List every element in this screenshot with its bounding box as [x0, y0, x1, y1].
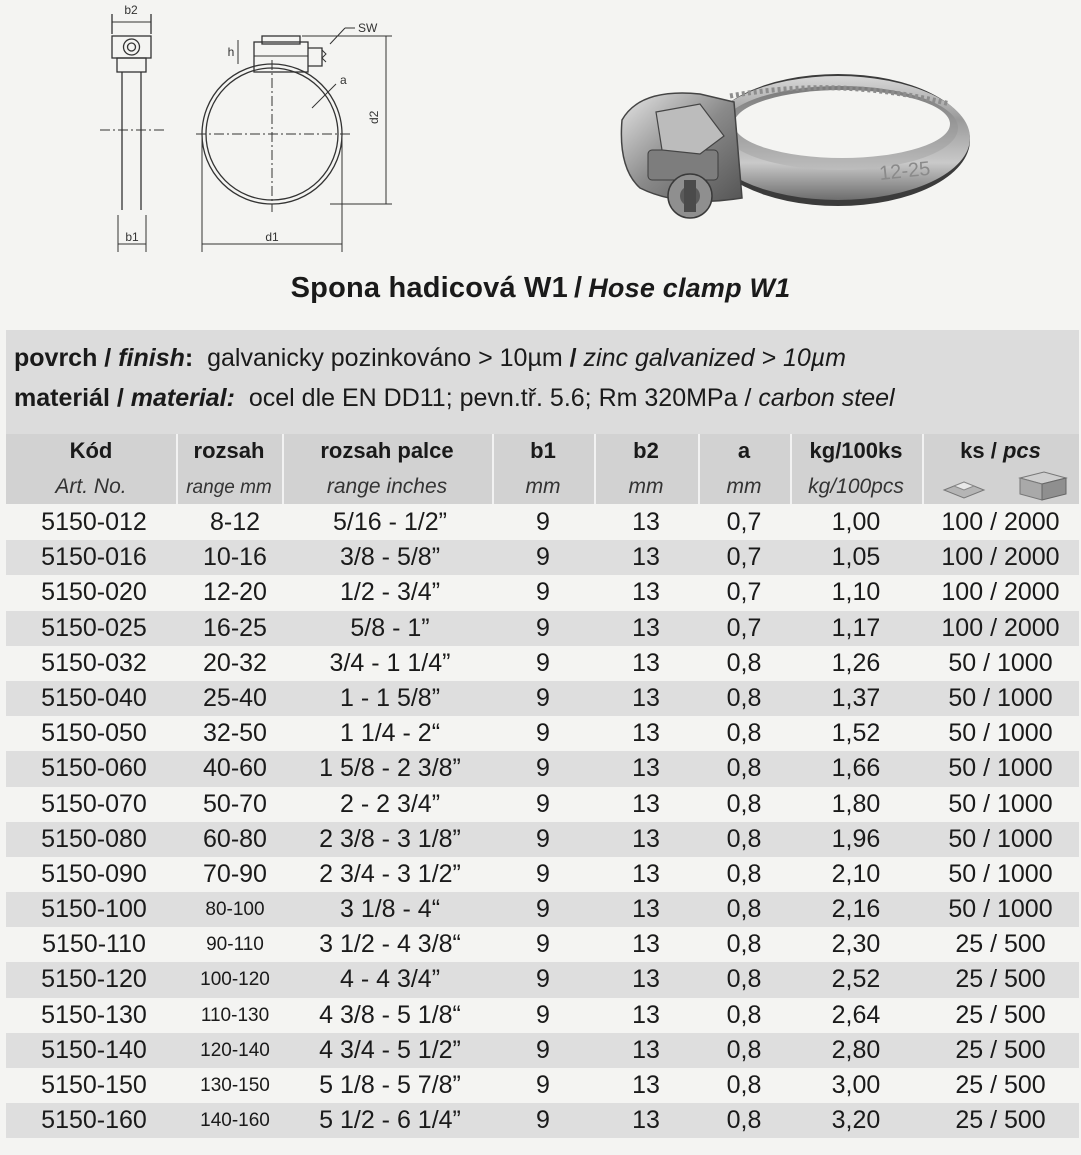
col-header-b2 — [594, 434, 698, 504]
table-row — [6, 681, 1079, 716]
finish-colon: : — [184, 344, 194, 372]
cell-code: 5150-090 — [41, 859, 147, 888]
cell-a: 0,8 — [726, 719, 762, 748]
finish-line — [14, 344, 846, 373]
cell-b1: 9 — [536, 613, 550, 642]
title-cz: Spona hadicová W1 — [290, 272, 568, 304]
cell-range-mm: 50-70 — [203, 789, 267, 818]
col-header-a-unit: mm — [726, 475, 762, 498]
header-divider — [176, 434, 178, 504]
cell-pieces: 100 / 2000 — [941, 508, 1060, 536]
cell-b1: 9 — [536, 719, 550, 748]
col-header-code-en: Art. No. — [55, 475, 127, 498]
label-b1: b1 — [125, 230, 139, 244]
cell-range-inches: 2 3/8 - 3 1/8” — [319, 824, 461, 853]
cell-range-inches: 4 3/8 - 5 1/8“ — [319, 1000, 461, 1029]
cell-code: 5150-160 — [41, 1106, 147, 1135]
cell-a: 0,8 — [726, 754, 762, 783]
title-en: Hose clamp W1 — [588, 273, 791, 303]
cell-a: 0,8 — [726, 824, 762, 853]
cell-b1: 9 — [536, 683, 550, 712]
cell-code: 5150-050 — [41, 719, 147, 748]
cell-b2: 13 — [632, 1000, 660, 1029]
cell-weight: 3,20 — [831, 1106, 881, 1135]
col-header-inches-en: range inches — [326, 475, 448, 498]
table-row — [6, 998, 1079, 1033]
cell-weight: 1,96 — [831, 824, 881, 853]
cell-a: 0,7 — [726, 578, 762, 607]
cell-a: 0,8 — [726, 1035, 762, 1064]
cell-b1: 9 — [536, 1035, 550, 1064]
cell-weight: 1,37 — [831, 683, 881, 712]
cell-a: 0,8 — [726, 965, 762, 994]
col-header-b2-unit: mm — [628, 475, 664, 498]
cell-a: 0,7 — [726, 543, 762, 572]
cell-code: 5150-060 — [41, 754, 147, 783]
cell-b2: 13 — [632, 719, 660, 748]
col-header-inches-cz: rozsah palce — [320, 438, 454, 463]
table-row — [6, 927, 1079, 962]
table-header — [6, 434, 1079, 504]
cell-weight: 1,10 — [831, 578, 881, 607]
cell-range-inches: 2 - 2 3/4” — [339, 789, 441, 818]
cell-code: 5150-020 — [41, 578, 147, 607]
col-header-weight-cz: kg/100ks — [809, 438, 903, 463]
cell-a: 0,8 — [726, 683, 762, 712]
cell-code: 5150-032 — [41, 648, 147, 677]
cell-b1: 9 — [536, 1000, 550, 1029]
cell-range-mm: 25-40 — [203, 683, 267, 712]
cell-b1: 9 — [536, 930, 550, 959]
spec-panel — [6, 330, 1079, 434]
cell-range-mm: 40-60 — [203, 754, 267, 783]
material-label-en: material: — [130, 384, 235, 412]
cell-a: 0,8 — [726, 895, 762, 924]
header-divider — [790, 434, 792, 504]
finish-label: povrch — [14, 344, 98, 372]
cell-range-mm: 8-12 — [209, 508, 261, 536]
cell-b1: 9 — [536, 965, 550, 994]
cell-range-inches: 1 - 1 5/8” — [339, 683, 441, 712]
cell-code: 5150-025 — [41, 613, 147, 642]
product-figure — [0, 0, 1081, 260]
cell-a: 0,8 — [726, 1071, 762, 1099]
cell-b2: 13 — [632, 895, 660, 924]
cell-range-mm: 130-150 — [200, 1075, 270, 1096]
cell-range-mm: 100-120 — [200, 969, 270, 991]
material-value-en: carbon steel — [758, 384, 895, 412]
cell-pieces: 50 / 1000 — [948, 719, 1053, 748]
cell-b1: 9 — [536, 543, 550, 572]
cell-b2: 13 — [632, 789, 660, 818]
cell-b2: 13 — [632, 508, 660, 536]
header-divider — [282, 434, 284, 504]
finish-label-separator: / — [97, 344, 119, 372]
cell-range-inches: 4 - 4 3/4” — [339, 965, 441, 994]
cell-pieces: 50 / 1000 — [948, 754, 1053, 783]
cell-code: 5150-120 — [41, 965, 147, 994]
cell-weight: 2,80 — [831, 1035, 881, 1064]
cell-code: 5150-110 — [42, 930, 146, 959]
label-h: h — [227, 45, 235, 59]
cell-pieces: 50 / 1000 — [948, 859, 1053, 888]
header-divider — [492, 434, 494, 504]
finish-value-en: zinc galvanized > 10µm — [583, 344, 847, 372]
table-row — [6, 1033, 1079, 1068]
label-d1: d1 — [265, 230, 279, 244]
col-header-code — [6, 434, 176, 504]
label-sw: SW — [358, 21, 378, 35]
side-view-drawing — [100, 14, 165, 252]
cell-code: 5150-130 — [41, 1000, 147, 1029]
table-row — [6, 575, 1079, 610]
cell-range-mm: 120-140 — [200, 1039, 270, 1061]
cell-weight: 2,52 — [831, 965, 881, 994]
cell-pieces: 100 / 2000 — [941, 543, 1060, 572]
cell-b2: 13 — [632, 824, 660, 853]
cell-code: 5150-140 — [41, 1035, 147, 1064]
table-row — [6, 505, 1079, 540]
cell-b2: 13 — [632, 683, 660, 712]
cell-b2: 13 — [632, 1106, 660, 1135]
cell-pieces: 25 / 500 — [955, 1106, 1046, 1135]
cell-b1: 9 — [536, 895, 550, 924]
carton-box-icon — [1014, 468, 1070, 502]
cell-a: 0,8 — [726, 930, 762, 959]
cell-pieces: 100 / 2000 — [941, 613, 1060, 642]
cell-b2: 13 — [632, 1071, 660, 1099]
cell-b2: 13 — [632, 543, 660, 572]
cell-b2: 13 — [632, 1035, 660, 1064]
header-divider — [922, 434, 924, 504]
table-row — [6, 1068, 1079, 1103]
col-header-pieces — [922, 434, 1079, 504]
cell-b1: 9 — [536, 754, 550, 783]
cell-range-inches: 3/4 - 1 1/4” — [329, 648, 451, 677]
table-row — [6, 716, 1079, 751]
cell-weight: 3,00 — [831, 1071, 881, 1099]
cell-b1: 9 — [536, 508, 550, 536]
cell-range-mm: 90-110 — [206, 934, 264, 956]
cell-range-inches: 5/8 - 1” — [350, 613, 430, 642]
cell-weight: 1,26 — [831, 648, 881, 677]
col-header-pieces-cz: ks — [960, 438, 985, 463]
cell-range-inches: 2 3/4 - 3 1/2” — [319, 859, 461, 888]
cell-weight: 1,17 — [831, 613, 881, 642]
cell-pieces: 25 / 500 — [955, 1000, 1046, 1029]
cell-pieces: 25 / 500 — [955, 1071, 1046, 1099]
header-divider — [594, 434, 596, 504]
cell-b1: 9 — [536, 578, 550, 607]
cell-weight: 1,80 — [831, 789, 881, 818]
hose-clamp-photo — [621, 74, 970, 218]
table-row — [6, 751, 1079, 786]
table-row — [6, 822, 1079, 857]
cell-range-mm: 60-80 — [203, 824, 267, 853]
cell-pieces: 50 / 1000 — [948, 789, 1053, 818]
cell-b2: 13 — [632, 578, 660, 607]
material-label: materiál — [14, 384, 110, 412]
front-view-drawing — [196, 28, 392, 252]
cell-code: 5150-080 — [41, 824, 147, 853]
material-value: ocel dle EN DD11; pevn.tř. 5.6; Rm 320MPa — [248, 384, 738, 412]
cell-pieces: 25 / 500 — [955, 930, 1046, 959]
table-row — [6, 787, 1079, 822]
cell-weight: 1,66 — [831, 754, 881, 783]
finish-value-separator: / — [562, 344, 584, 372]
cell-a: 0,8 — [726, 1106, 762, 1135]
col-header-pieces-label — [922, 438, 1079, 464]
col-header-range-en: range mm — [186, 477, 272, 498]
cell-a: 0,7 — [726, 508, 762, 536]
col-header-b1-label: b1 — [530, 438, 556, 463]
clamp-print: 12-25 — [878, 157, 932, 185]
cell-pieces: 50 / 1000 — [948, 683, 1053, 712]
cell-range-mm: 10-16 — [203, 543, 267, 572]
table-row — [6, 892, 1079, 927]
col-header-code-cz: Kód — [69, 438, 113, 463]
cell-pieces: 50 / 1000 — [948, 824, 1053, 853]
cell-range-mm: 140-160 — [200, 1110, 270, 1132]
cell-range-mm: 16-25 — [203, 613, 267, 642]
cell-a: 0,7 — [726, 613, 762, 642]
label-d2: d2 — [367, 110, 381, 124]
cell-b1: 9 — [536, 1106, 550, 1135]
cell-weight: 1,05 — [831, 543, 881, 572]
cell-weight: 2,16 — [831, 895, 881, 924]
table-row — [6, 857, 1079, 892]
cell-range-inches: 1/2 - 3/4” — [339, 578, 441, 607]
cell-pieces: 100 / 2000 — [941, 578, 1060, 607]
cell-code: 5150-016 — [41, 543, 147, 572]
col-header-weight — [790, 434, 922, 504]
cell-pieces: 50 / 1000 — [948, 895, 1053, 924]
cell-code: 5150-150 — [41, 1071, 147, 1099]
cell-a: 0,8 — [726, 789, 762, 818]
cell-pieces: 25 / 500 — [955, 1035, 1046, 1064]
cell-range-inches: 1 1/4 - 2“ — [339, 719, 441, 748]
cell-b2: 13 — [632, 613, 660, 642]
cell-b2: 13 — [632, 965, 660, 994]
cell-b1: 9 — [536, 1071, 550, 1099]
cell-range-inches: 3 1/8 - 4“ — [339, 895, 441, 924]
cell-a: 0,8 — [726, 648, 762, 677]
cell-b2: 13 — [632, 930, 660, 959]
material-line — [14, 384, 895, 413]
table-body — [6, 505, 1079, 1138]
table-row — [6, 646, 1079, 681]
col-header-range-mm — [176, 434, 282, 504]
cell-weight: 1,00 — [831, 508, 881, 536]
cell-range-mm: 20-32 — [203, 648, 267, 677]
cell-range-inches: 5 1/8 - 5 7/8” — [319, 1071, 461, 1099]
cell-weight: 1,52 — [831, 719, 881, 748]
cell-range-mm: 80-100 — [205, 899, 265, 921]
cell-range-mm: 32-50 — [203, 719, 267, 748]
header-divider — [698, 434, 700, 504]
cell-code: 5150-100 — [41, 895, 147, 924]
col-header-b1-unit: mm — [525, 475, 561, 498]
table-row — [6, 1103, 1079, 1138]
cell-range-inches: 5 1/2 - 6 1/4” — [319, 1106, 461, 1135]
col-header-pieces-en: pcs — [1002, 438, 1041, 463]
cell-range-mm: 12-20 — [203, 578, 267, 607]
col-header-b1 — [492, 434, 594, 504]
cell-range-mm: 70-90 — [203, 859, 267, 888]
finish-label-en: finish — [118, 344, 185, 372]
cell-b2: 13 — [632, 859, 660, 888]
cell-b1: 9 — [536, 789, 550, 818]
label-b2: b2 — [124, 3, 138, 17]
col-header-range-cz: rozsah — [193, 438, 265, 463]
material-value-separator: / — [737, 384, 759, 412]
col-header-a — [698, 434, 790, 504]
cell-pieces: 25 / 500 — [955, 965, 1046, 994]
table-row — [6, 540, 1079, 575]
cell-b1: 9 — [536, 648, 550, 677]
table-row — [6, 962, 1079, 997]
cell-weight: 2,10 — [831, 859, 881, 888]
title-separator: / — [573, 272, 583, 304]
cell-weight: 2,30 — [831, 930, 881, 959]
table-row — [6, 611, 1079, 646]
finish-value: galvanicky pozinkováno > 10µm — [207, 344, 563, 372]
label-a: a — [340, 73, 347, 87]
cell-code: 5150-070 — [41, 789, 147, 818]
cell-a: 0,8 — [726, 859, 762, 888]
cell-b1: 9 — [536, 859, 550, 888]
cell-code: 5150-012 — [41, 508, 147, 536]
cell-weight: 2,64 — [831, 1000, 881, 1029]
col-header-range-inches — [282, 434, 492, 504]
cell-range-mm: 110-130 — [200, 1004, 270, 1026]
cell-range-inches: 5/16 - 1/2” — [333, 508, 447, 536]
cell-range-inches: 4 3/4 - 5 1/2” — [319, 1035, 461, 1064]
cell-code: 5150-040 — [41, 683, 147, 712]
col-header-pieces-separator: / — [984, 438, 1003, 463]
cell-range-inches: 3/8 - 5/8” — [339, 543, 441, 572]
page-title — [0, 272, 1081, 305]
cell-b2: 13 — [632, 648, 660, 677]
col-header-a-label: a — [737, 438, 751, 463]
col-header-weight-en: kg/100pcs — [808, 475, 904, 498]
cell-a: 0,8 — [726, 1000, 762, 1029]
material-label-separator: / — [109, 384, 131, 412]
cell-b1: 9 — [536, 824, 550, 853]
cell-range-inches: 3 1/2 - 4 3/8“ — [319, 930, 461, 959]
cell-range-inches: 1 5/8 - 2 3/8” — [319, 754, 461, 783]
small-box-icon — [940, 472, 990, 502]
cell-pieces: 50 / 1000 — [948, 648, 1053, 677]
cell-b2: 13 — [632, 754, 660, 783]
col-header-b2-label: b2 — [633, 438, 659, 463]
